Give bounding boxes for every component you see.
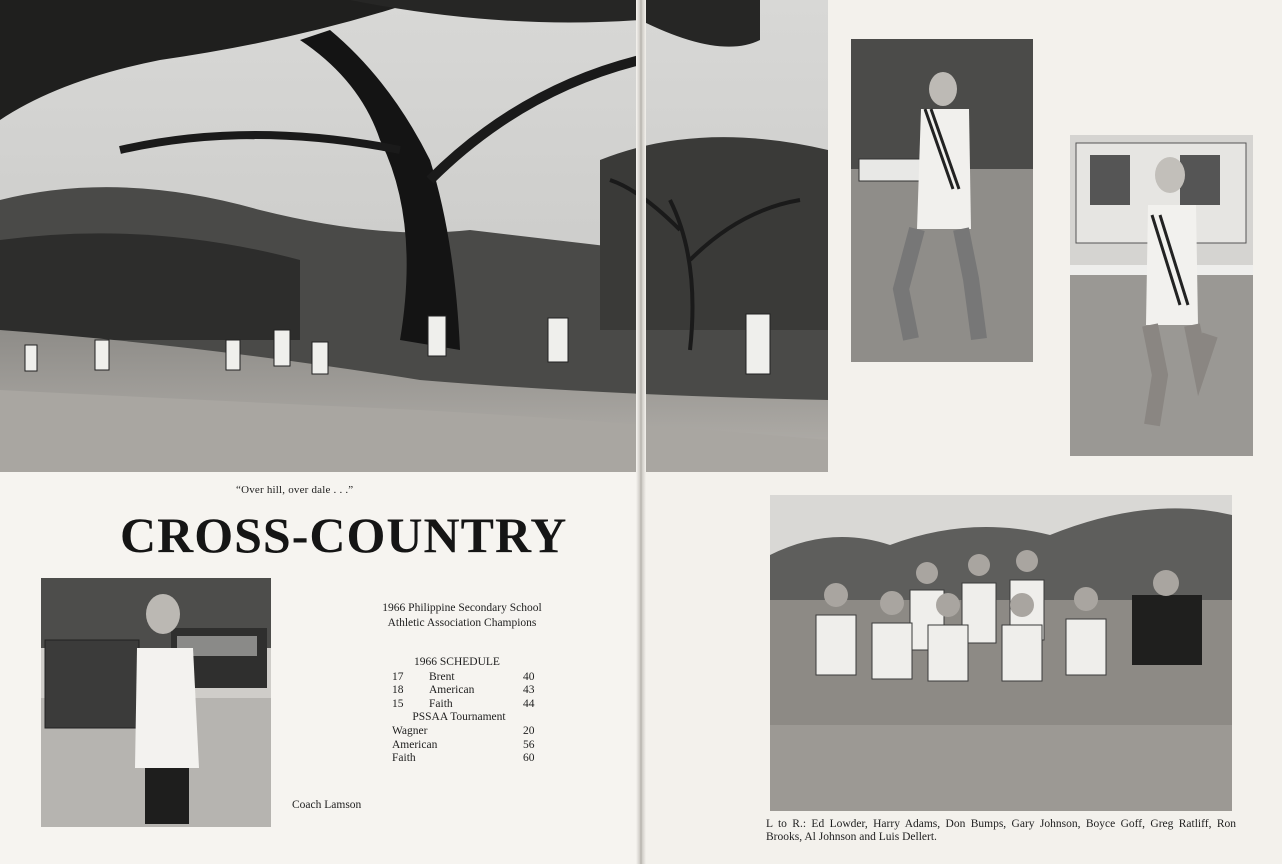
- team-score: 56: [523, 738, 535, 751]
- championship-line-2: Athletic Association Champions: [387, 617, 537, 629]
- team-photo: [770, 495, 1232, 811]
- opponent-score: 43: [523, 684, 535, 697]
- opponent-score: 44: [523, 697, 535, 710]
- tournament-row: [392, 752, 542, 766]
- schedule-row: [392, 684, 542, 698]
- schedule-row: [392, 671, 542, 685]
- hero-photo-caption: “Over hill, over dale . . .”: [236, 484, 354, 496]
- team-name: Wagner: [392, 724, 428, 737]
- coach-caption: Coach Lamson: [292, 799, 362, 811]
- team-photo-caption: L to R.: Ed Lowder, Harry Adams, Don Bumps, Gary Johnson, Boyce Goff, Greg Ratliff, Ron Brooks, Al Johnson and Luis Dellert.: [766, 818, 1236, 843]
- coach-photo: [41, 578, 271, 827]
- our-score: 15: [392, 697, 404, 710]
- opponent-score: 40: [523, 670, 535, 683]
- schedule-heading: 1966 SCHEDULE: [414, 656, 500, 668]
- championship-note: [362, 601, 562, 631]
- tournament-row: [392, 725, 542, 739]
- schedule-table: [392, 656, 542, 766]
- team-score: 20: [523, 724, 535, 737]
- opponent: Faith: [429, 697, 453, 710]
- team-name: Faith: [392, 752, 416, 765]
- opponent: American: [429, 684, 475, 697]
- runner-portrait-photo-1: [851, 39, 1033, 362]
- team-score: 60: [523, 752, 535, 765]
- runners-hill-photo: [0, 0, 828, 472]
- opponent: Brent: [429, 670, 455, 683]
- book-gutter: [636, 0, 646, 864]
- our-score: 17: [392, 670, 404, 683]
- team-name: American: [392, 738, 438, 751]
- championship-line-1: 1966 Philippine Secondary School: [382, 602, 542, 614]
- our-score: 18: [392, 684, 404, 697]
- runner-portrait-photo-2: [1070, 135, 1253, 456]
- tournament-heading: PSSAA Tournament: [412, 711, 506, 724]
- tournament-row: [392, 739, 542, 753]
- schedule-row: [392, 698, 542, 712]
- page-title: CROSS-COUNTRY: [120, 507, 568, 563]
